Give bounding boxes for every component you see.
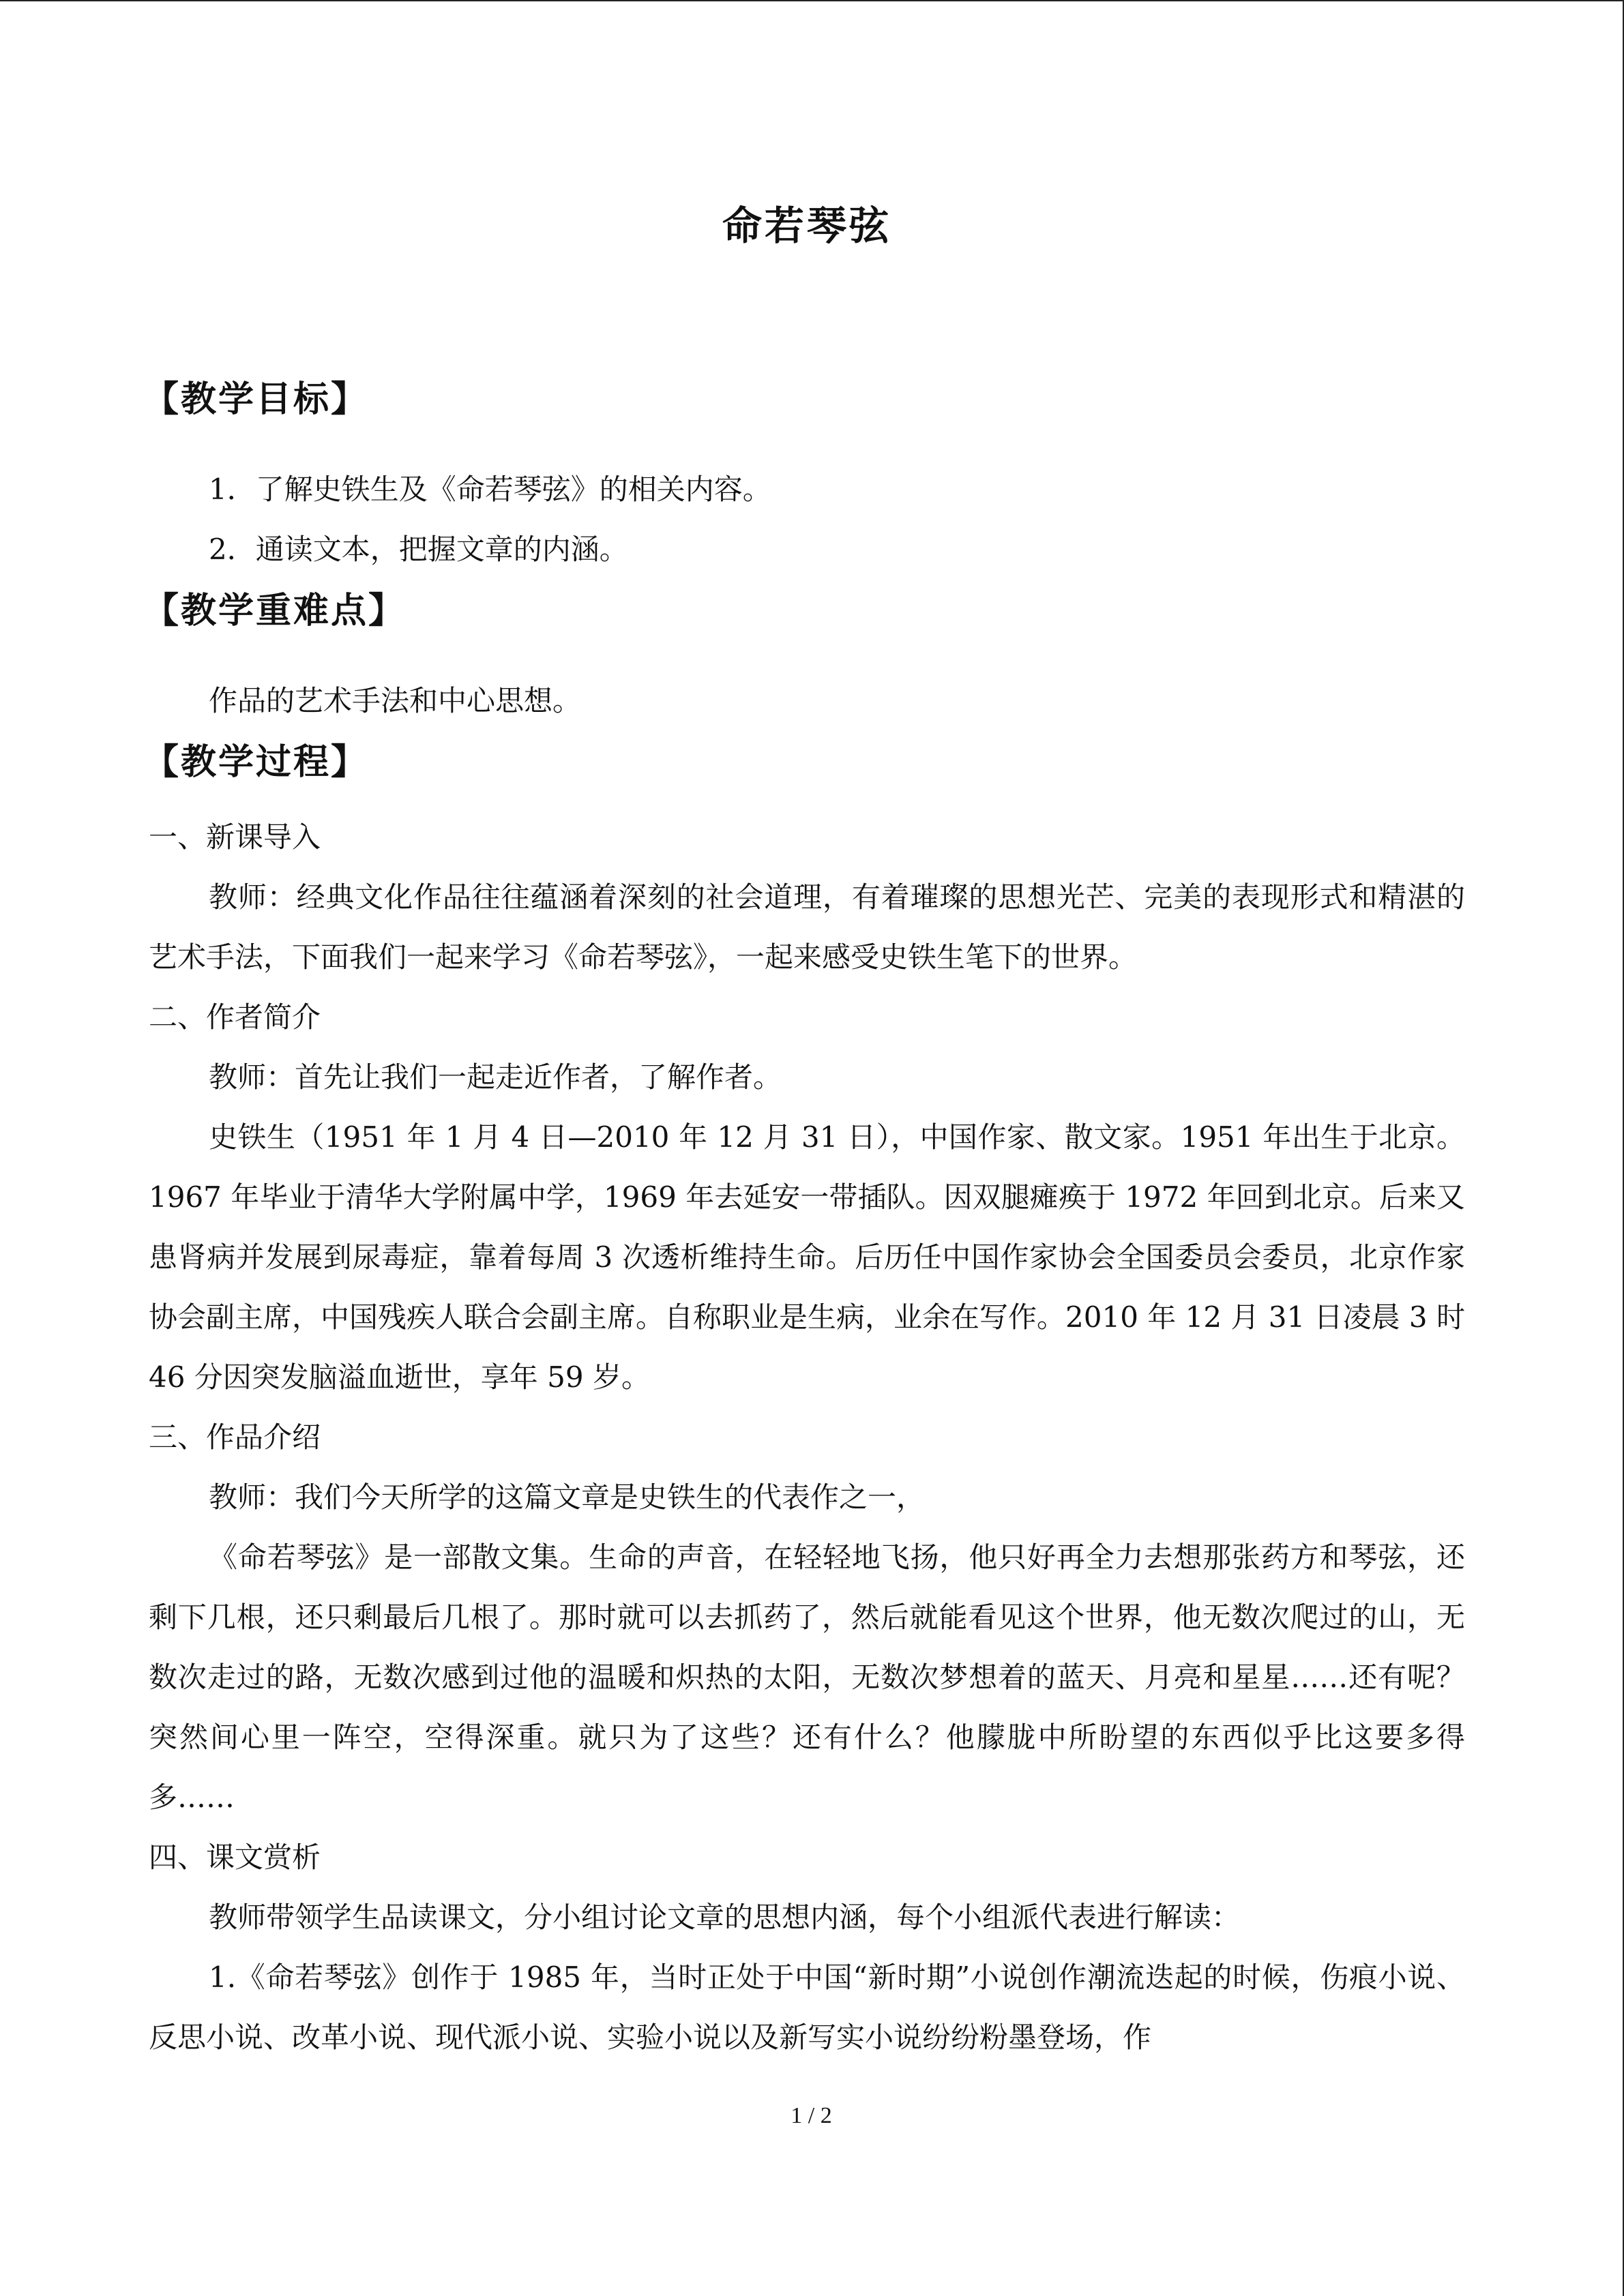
document-body bbox=[143, 203, 1465, 2068]
key-text: 作品的艺术手法和中心思想。 bbox=[209, 684, 582, 717]
goal-item: 1．了解史铁生及《命若琴弦》的相关内容。 bbox=[209, 473, 771, 506]
process-heading: 【教学过程】 bbox=[143, 742, 369, 783]
goal-item: 2．通读文本，把握文章的内涵。 bbox=[209, 533, 628, 566]
goals-heading: 【教学目标】 bbox=[143, 379, 369, 420]
section-title: 三、作品介绍 bbox=[149, 1420, 321, 1454]
paragraph: 教师：首先让我们一起走近作者，了解作者。 bbox=[209, 1060, 782, 1094]
section-title: 二、作者简介 bbox=[149, 1000, 321, 1034]
paragraph: 教师：经典文化作品往往蕴涵着深刻的社会道理，有着璀璨的思想光芒、完美的表现形式和精湛的艺术手法，下面我们一起来学习《命若琴弦》，一起来感受史铁生笔下的世界。 bbox=[149, 880, 1465, 974]
paragraph: 1.《命若琴弦》创作于 1985 年，当时正处于中国“新时期”小说创作潮流迭起的时候，伤痕小说、反思小说、改革小说、现代派小说、实验小说以及新写实小说纷纷粉墨登场，作 bbox=[149, 1960, 1465, 2054]
key-heading: 【教学重难点】 bbox=[143, 591, 407, 631]
paragraph: 史铁生（1951 年 1 月 4 日—2010 年 12 月 31 日），中国作家、散文家。1951 年出生于北京。1967 年毕业于清华大学附属中学，1969 年去延安一带插队。因双腿瘫痪于 1972 年回到北京。后来又患肾病并发展到尿毒症，靠着每周 3 次透析维持生命。后历任中国作家协会全国委员会委员，北京作家协会副主席，中国残疾人联合会副主席。自称职业是生病，业余在写作。2010 年 12 月 31 日凌晨 3 时 46 分因突发脑溢血逝世，享年 59 岁。 bbox=[149, 1120, 1465, 1394]
paragraph: 《命若琴弦》是一部散文集。生命的声音，在轻轻地飞扬，他只好再全力去想那张药方和琴弦，还剩下几根，还只剩最后几根了。那时就可以去抓药了，然后就能看见这个世界，他无数次爬过的山，无数次走过的路，无数次感到过他的温暖和炽热的太阳，无数次梦想着的蓝天、月亮和星星……还有呢？突然间心里一阵空，空得深重。就只为了这些？还有什么？他朦胧中所盼望的东西似乎比这要多得多…… bbox=[149, 1540, 1465, 1814]
paragraph: 教师：我们今天所学的这篇文章是史铁生的代表作之一， bbox=[209, 1480, 926, 1514]
section-title: 一、新课导入 bbox=[149, 820, 321, 854]
paragraph: 教师带领学生品读课文，分小组讨论文章的思想内涵，每个小组派代表进行解读： bbox=[209, 1900, 1241, 1934]
page-title: 命若琴弦 bbox=[722, 203, 891, 249]
page-number: 1 / 2 bbox=[791, 2103, 832, 2128]
section-title: 四、课文赏析 bbox=[149, 1840, 321, 1874]
